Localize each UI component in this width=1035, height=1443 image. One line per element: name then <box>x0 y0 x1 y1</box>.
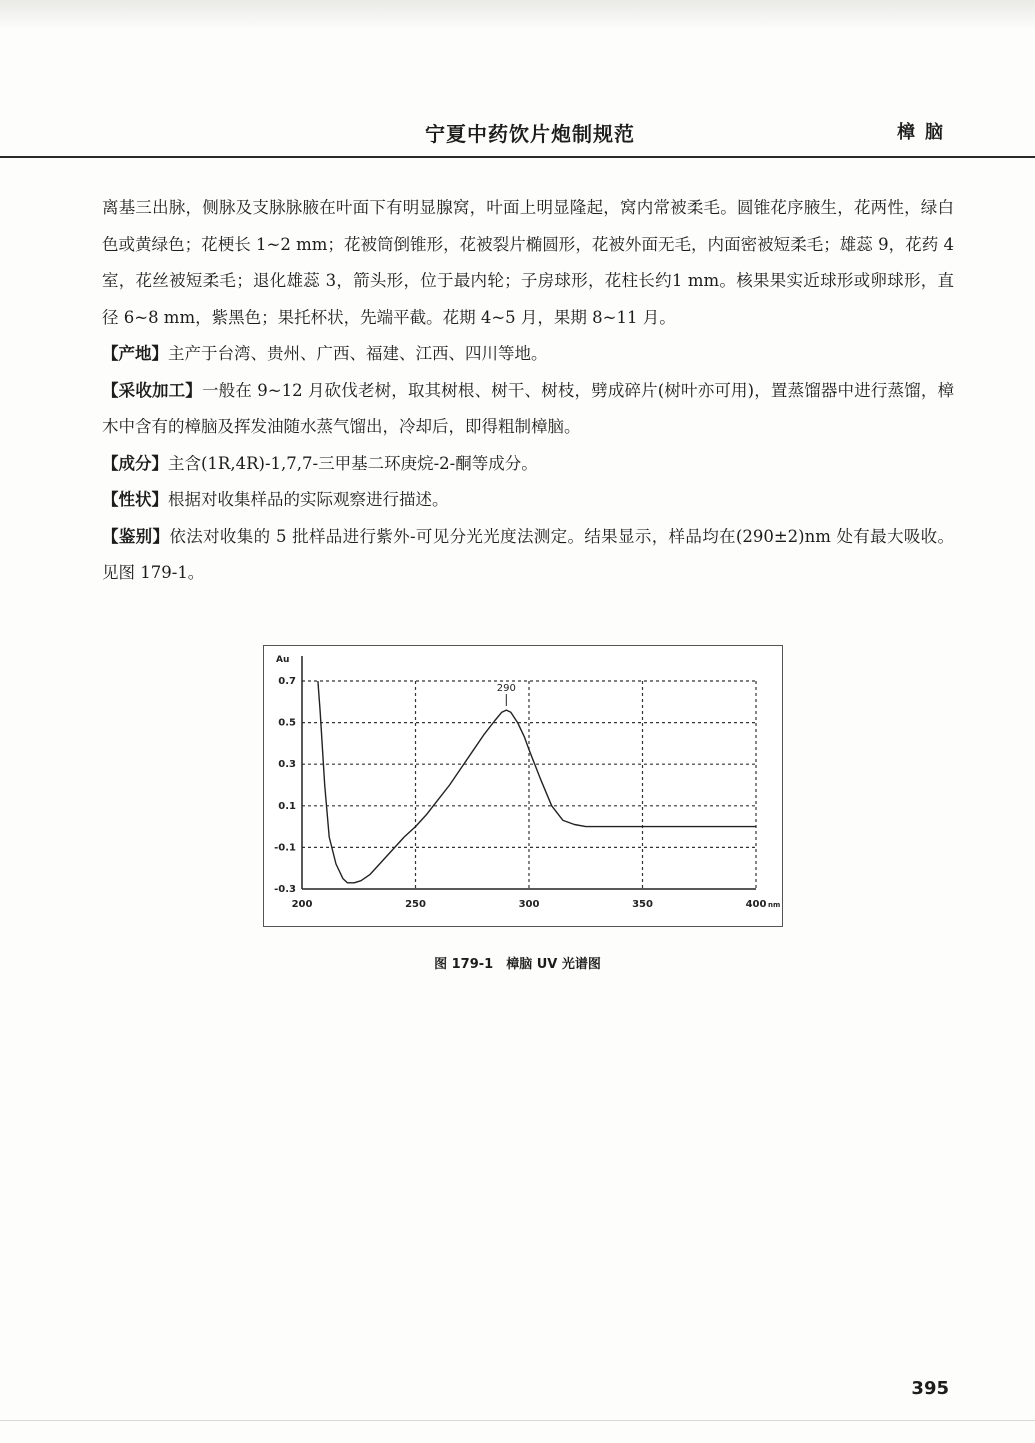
header-rule <box>0 156 1035 158</box>
origin-tag: 【产地】 <box>102 344 168 363</box>
paragraph-origin <box>102 336 954 373</box>
composition-text: 主含(1R,4R)-1,7,7-三甲基二环庚烷-2-酮等成分。 <box>168 453 538 473</box>
paragraph-morphology: 离基三出脉，侧脉及支脉脉腋在叶面下有明显腺窝，叶面上明显隆起，窝内常被柔毛。圆锥花序腋生，花两性，绿白色或黄绿色；花梗长 1~2 mm；花被筒倒锥形，花被裂片椭圆形，花被外面无毛，内面密被短柔毛；雄蕊 9，花药 4 室，花丝被短柔毛；退化雄蕊 3，箭头形，位于最内轮；子房球形，花柱长约1 mm。核果果实近球形或卵球形，直径 6~8 mm，紫黑色；果托杯状，先端平截。花期 4~5 月，果期 8~11 月。 <box>102 198 954 327</box>
identification-tag: 【鉴别】 <box>102 526 170 546</box>
y-tick-label: 0.5 <box>278 717 296 729</box>
characters-tag: 【性状】 <box>102 490 168 509</box>
body-text <box>102 190 954 592</box>
paragraph-composition <box>102 446 954 483</box>
y-axis-label: Au <box>276 655 290 665</box>
page-top-shade <box>0 0 1035 30</box>
x-tick-label: 200 <box>291 899 313 910</box>
page-number: 395 <box>911 1378 949 1399</box>
x-tick-label: 300 <box>518 899 540 910</box>
paragraph-harvest <box>102 373 954 446</box>
uv-spectrum-chart <box>264 646 782 926</box>
spectrum-line <box>318 681 756 883</box>
x-tick-label: 250 <box>405 899 426 910</box>
book-title: 宁夏中药饮片炮制规范 <box>425 122 635 146</box>
harvest-text: 一般在 9~12 月砍伐老树，取其树根、树干、树枝，劈成碎片(树叶亦可用)，置蒸馏器中进行蒸馏，樟木中含有的樟脑及挥发油随水蒸气馏出，冷却后，即得粗制樟脑。 <box>102 380 954 436</box>
peak-label: 290 <box>496 683 516 695</box>
identification-text: 依法对收集的 5 批样品进行紫外-可见分光光度法测定。结果显示，样品均在(290±2)nm 处有最大吸收。见图 179-1。 <box>102 526 954 582</box>
composition-tag: 【成分】 <box>102 453 168 473</box>
running-header <box>0 118 1035 158</box>
harvest-tag: 【采收加工】 <box>102 380 202 400</box>
origin-text: 主产于台湾、贵州、广西、福建、江西、四川等地。 <box>168 344 548 363</box>
y-tick-label: 0.3 <box>278 759 296 771</box>
section-title: 樟脑 <box>897 122 953 143</box>
characters-text: 根据对收集样品的实际观察进行描述。 <box>168 490 449 509</box>
paragraph-identification <box>102 519 954 592</box>
y-tick-label: -0.1 <box>274 842 296 854</box>
x-tick-label: 400 <box>745 899 767 910</box>
x-tick-label: 350 <box>632 899 653 910</box>
bottom-rule <box>0 1420 1035 1421</box>
uv-spectrum-figure <box>263 645 783 927</box>
y-tick-label: 0.1 <box>278 800 296 812</box>
paragraph-characters <box>102 482 954 519</box>
y-tick-label: -0.3 <box>274 884 296 895</box>
figure-caption: 图 179-1 樟脑 UV 光谱图 <box>434 957 601 972</box>
y-tick-label: 0.7 <box>278 676 296 687</box>
x-axis-label: nm <box>768 901 781 909</box>
